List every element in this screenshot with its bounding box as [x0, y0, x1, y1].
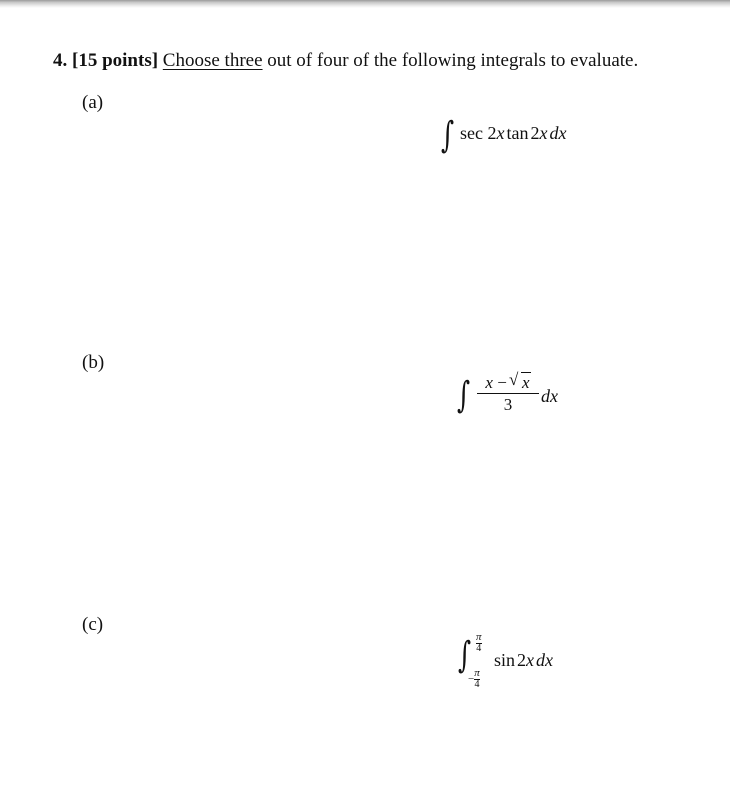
var-b: x [485, 373, 493, 392]
part-b-label: (b) [82, 352, 105, 373]
var-a1: x [496, 123, 505, 143]
var-a2: x [539, 123, 548, 143]
fraction-b [477, 372, 539, 415]
differential-a: dx [549, 123, 567, 143]
upper-den-c: 4 [476, 643, 482, 654]
integral-sign-icon: ∫ [458, 635, 472, 676]
denominator-b: 3 [503, 395, 513, 414]
differential-b: dx [541, 386, 558, 406]
radical-icon: √ [509, 370, 519, 389]
question-header [53, 50, 638, 72]
part-a-label: (a) [82, 92, 104, 113]
sqrt-b [511, 372, 531, 393]
page-top-shadow [0, 0, 730, 8]
lower-limit-c [468, 668, 480, 690]
integrand-c [494, 650, 553, 671]
var-c: x [526, 650, 535, 670]
coef-a2: 2 [530, 123, 540, 143]
upper-num-c: π [476, 631, 482, 643]
lower-sign-c: − [468, 673, 475, 685]
tan-fn: tan [506, 123, 529, 143]
part-c-label: (c) [82, 614, 104, 635]
question-text: out of four of the following integrals to evaluate. [267, 50, 639, 71]
integrand-a [460, 123, 566, 144]
sin-fn: sin [494, 650, 516, 670]
fraction-bar-b [477, 393, 539, 394]
numerator-b [477, 372, 539, 393]
coef-a1: 2 [487, 123, 497, 143]
coef-c: 2 [517, 650, 527, 670]
question-points: [15 points] [72, 50, 159, 71]
question-emphasis: Choose three [162, 50, 263, 71]
integral-sign-icon: ∫ [441, 115, 455, 156]
upper-limit-c [476, 632, 482, 654]
integral-sign-icon: ∫ [457, 375, 471, 416]
differential-c: dx [536, 650, 554, 670]
minus-b: − [497, 373, 507, 392]
lower-num-c: π [474, 667, 480, 679]
question-number: 4. [53, 50, 68, 71]
sqrt-arg-b: x [522, 373, 530, 392]
sec-fn: sec [460, 123, 483, 143]
lower-den-c: 4 [474, 679, 480, 690]
